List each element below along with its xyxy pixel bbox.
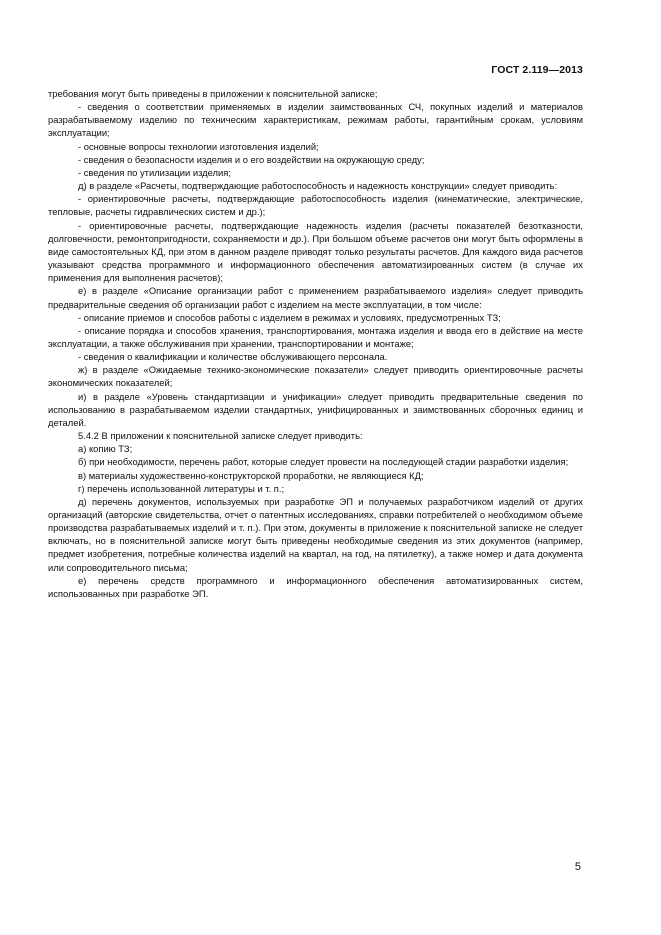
paragraph: д) перечень документов, используемых при разработке ЭП и получаемых разработчиком изделий от других организаций (авторские свидетельства, отчет о патентных исследованиях, справки потребителей о необходимом объеме производства разрабатываемых изделий и т. п.). При этом, документы в приложение к пояснительной записке не следует включать, но в пояснительной записке могут быть приведены необходимые сведения из этих документов (например, предмет изобретения, потребные количества изделий на квартал, на год, на пятилетку), а также номер и дата документа или сопроводительного письма;: [48, 495, 583, 573]
paragraph: - сведения о соответствии применяемых в изделии заимствованных СЧ, покупных изделий и материалов разрабатываемому изделию по техническим характеристикам, режимам работы, гарантийным срокам, условиям эксплуатации;: [48, 101, 583, 139]
paragraph: и) в разделе «Уровень стандартизации и унификации» следует приводить предварительные сведения по использованию в разрабатываемом изделии стандартных, унифицированных и заимствованных сборочных единиц и деталей.: [48, 390, 583, 428]
paragraph: - сведения о безопасности изделия и о его воздействии на окружающую среду;: [78, 153, 425, 165]
paragraph: - ориентировочные расчеты, подтверждающие работоспособность изделия (кинематические, электрические, тепловые, расчеты гидравлических систем и др.);: [48, 193, 583, 218]
paragraph: - основные вопросы технологии изготовления изделий;: [78, 140, 319, 152]
paragraph: г) перечень использованной литературы и т. п.;: [78, 482, 285, 494]
paragraph: е) в разделе «Описание организации работ с применением разрабатываемого изделия» следует приводить предварительные сведения об организации работ с изделием на месте эксплуатации, в том числе:: [48, 285, 583, 310]
paragraph: д) в разделе «Расчеты, подтверждающие работоспособность и надежность конструкции» следует приводить:: [78, 180, 558, 192]
document-header: ГОСТ 2.119—2013: [491, 64, 583, 76]
paragraph: в) материалы художественно-конструкторской проработки, не являющиеся КД;: [78, 469, 424, 481]
paragraph: ж) в разделе «Ожидаемые технико-экономические показатели» следует приводить ориентировочные расчеты экономических показателей;: [48, 364, 583, 389]
document-body: [48, 87, 583, 600]
paragraph: - описание порядка и способов хранения, транспортирования, монтажа изделия и ввода его в действие на месте эксплуатации, а также обслуживания при хранении, транспортировании и монтаже;: [48, 324, 583, 349]
paragraph: 5.4.2 В приложении к пояснительной записке следует приводить:: [78, 430, 363, 442]
paragraph: а) копию ТЗ;: [78, 443, 133, 455]
paragraph: - ориентировочные расчеты, подтверждающие надежность изделия (расчеты показателей безотказности, долговечности, ремонтопригодности, сохраняемости и др.). При большом объеме расчетов они могут быть оформлены в виде самостоятельных КД, при этом в данном разделе приводят только результаты расчетов. Для каждого вида расчетов указывают средства программного и информационного обеспечения автоматизированных систем (в случае их применения для выполнения расчетов);: [48, 219, 583, 284]
paragraph: - сведения о квалификации и количестве обслуживающего персонала.: [78, 351, 388, 363]
paragraph: - описание приемов и способов работы с изделием в режимах и условиях, предусмотренных ТЗ;: [78, 311, 501, 323]
paragraph: - сведения по утилизации изделия;: [78, 166, 231, 178]
paragraph: требования могут быть приведены в приложении к пояснительной записке;: [48, 88, 378, 99]
page-number: 5: [574, 861, 581, 873]
paragraph: е) перечень средств программного и информационного обеспечения автоматизированных систем, использованных при разработке ЭП.: [48, 574, 583, 599]
paragraph: б) при необходимости, перечень работ, которые следует провести на последующей стадии разработки изделия;: [78, 456, 569, 468]
